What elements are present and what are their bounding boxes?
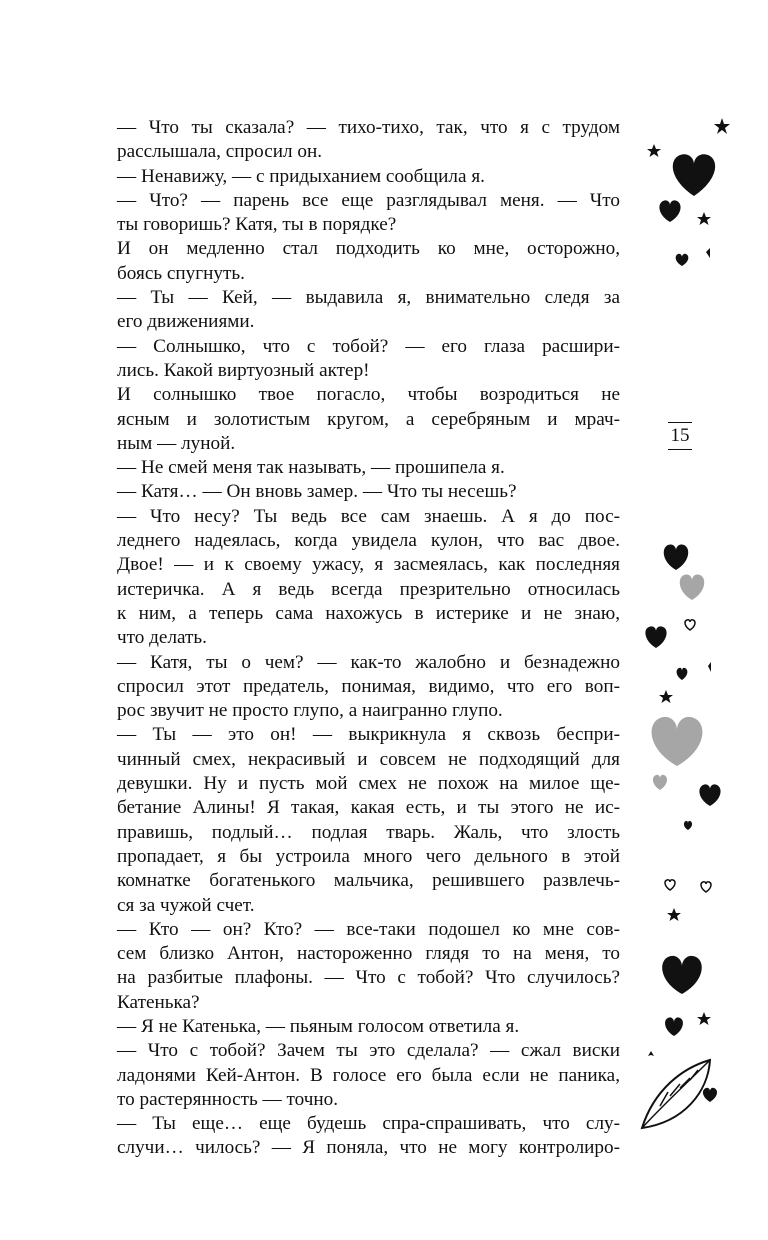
text-line: что делать. [117,627,207,649]
page-number: 15 [668,422,692,450]
text-line: спросил этот предатель, понимая, видимо, что его воп- [117,675,620,697]
text-line: девушки. Ну и пусть мой смех не похож на милое ще- [117,773,620,795]
text-line: ты говоришь? Катя, ты в порядке? [117,214,397,236]
text-line: — Ты — это он! — выкрикнула я сквозь беспри- [117,724,620,746]
text-line: Двое! — и к своему ужасу, я засмеялась, как последняя [117,554,620,576]
text-line: ся за чужой счет. [117,894,255,916]
text-line: — Что? — парень все еще разглядывал меня. — Что [117,189,620,211]
text-line: — Не смей меня так называть, — прошипела я. [117,457,505,479]
text-line: его движениями. [117,311,255,333]
text-line: случи… чилось? — Я поняла, что не могу контролиро- [117,1137,620,1159]
page-body-text [117,116,620,1161]
text-line: — Что с тобой? Зачем ты это сделала? — сжал виски [117,1040,620,1062]
text-line: на разбитые плафоны. — Что с тобой? Что случилось? [117,967,620,989]
text-line: правишь, подлый… подлая тварь. Жаль, что злость [117,821,620,843]
text-line: то растерянность — точно. [117,1088,339,1110]
text-line: пропадает, я бы устроила много чего дельного в этой [117,845,620,867]
text-line: боясь спугнуть. [117,262,245,284]
text-line: истеричка. А я ведь всегда презрительно относилась [117,578,620,600]
text-line: ным — луной. [117,432,236,454]
text-line: лись. Какой виртуозный актер! [117,359,370,381]
text-line: — Катя… — Он вновь замер. — Что ты несешь? [117,481,517,503]
text-line: — Катя, ты о чем? — как-то жалобно и безнадежно [117,651,620,673]
hearts-stars-leaf-icon [630,100,740,1160]
text-line: ясным и золотистым кругом, а серебряным и мрач- [117,408,620,430]
text-line: — Солнышко, что с тобой? — его глаза расшири- [117,335,620,357]
text-line: чинный смех, некрасивый и совсем не подходящий для [117,748,620,770]
text-line: комнатке богатенького мальчика, решившего развлечь- [117,870,620,892]
text-line: сем близко Антон, настороженно глядя то на меня, то [117,943,620,965]
text-line: рос звучит не просто глупо, а наигранно глупо. [117,700,503,722]
text-line: — Кто — он? Кто? — все-таки подошел ко мне сов- [117,918,620,940]
text-line: — Что несу? Ты ведь все сам знаешь. А я до пос- [117,505,620,527]
text-line: к ним, а теперь сама нахожусь в истерике и не знаю, [117,602,620,624]
text-line: — Ненавижу, — с придыханием сообщила я. [117,165,485,187]
text-line: леднего надеялась, когда увидела кулон, что вас двое. [117,530,620,552]
text-line: — Ты еще… еще будешь спра-спрашивать, что слу- [117,1113,620,1135]
text-line: Катенька? [117,991,200,1013]
text-line: ладонями Кей-Антон. В голосе его была если не паника, [117,1064,620,1086]
text-line: — Ты — Кей, — выдавила я, внимательно следя за [117,287,620,309]
text-line: И он медленно стал подходить ко мне, осторожно, [117,238,620,260]
text-line: — Что ты сказала? — тихо-тихо, так, что я с трудом [117,117,620,138]
text-line: расслышала, спросил он. [117,141,323,163]
text-line: И солнышко твое погасло, чтобы возродиться не [117,384,620,406]
text-line: бетание Алины! Я такая, какая есть, и ты этого не ис- [117,797,620,819]
text-line: — Я не Катенька, — пьяным голосом ответила я. [117,1015,520,1037]
